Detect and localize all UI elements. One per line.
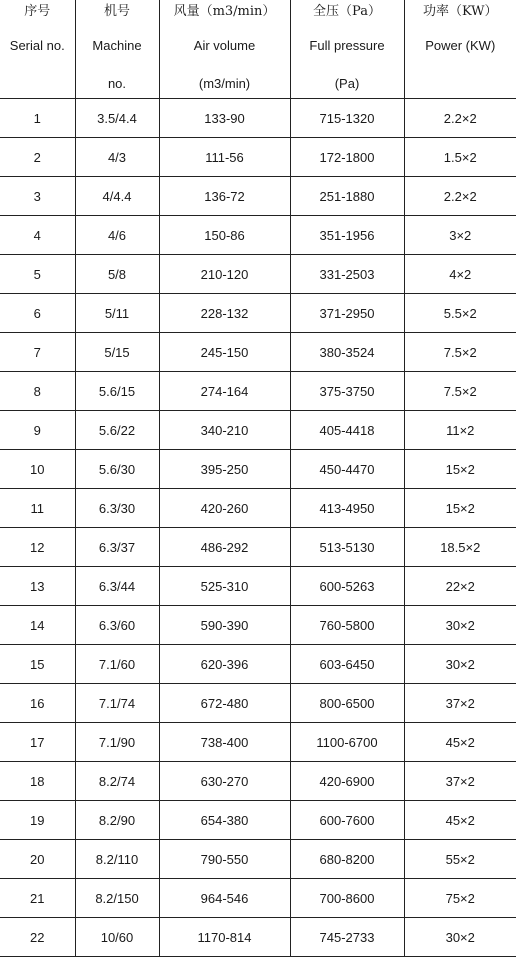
cell-serial-no: 18	[0, 762, 75, 801]
cell-machine-no: 5.6/15	[75, 372, 159, 411]
cell-serial-no: 5	[0, 255, 75, 294]
cell-full-pressure: 371-2950	[290, 294, 404, 333]
cell-power: 45×2	[404, 801, 516, 840]
cell-machine-no: 7.1/74	[75, 684, 159, 723]
cell-power: 30×2	[404, 918, 516, 957]
cell-full-pressure: 420-6900	[290, 762, 404, 801]
table-row	[0, 138, 516, 177]
table-row	[0, 762, 516, 801]
cell-air-volume: 245-150	[159, 333, 290, 372]
table-row	[0, 645, 516, 684]
cell-full-pressure: 405-4418	[290, 411, 404, 450]
cell-air-volume: 136-72	[159, 177, 290, 216]
cell-air-volume: 340-210	[159, 411, 290, 450]
cell-machine-no: 4/3	[75, 138, 159, 177]
cell-serial-no: 12	[0, 528, 75, 567]
cell-air-volume: 964-546	[159, 879, 290, 918]
cell-serial-no: 8	[0, 372, 75, 411]
cell-air-volume: 672-480	[159, 684, 290, 723]
header-air-volume-en1: Air volume	[193, 38, 256, 53]
cell-serial-no: 10	[0, 450, 75, 489]
cell-power: 1.5×2	[404, 138, 516, 177]
cell-serial-no: 11	[0, 489, 75, 528]
table-row	[0, 177, 516, 216]
cell-power: 15×2	[404, 450, 516, 489]
cell-full-pressure: 251-1880	[290, 177, 404, 216]
cell-full-pressure: 172-1800	[290, 138, 404, 177]
cell-machine-no: 7.1/90	[75, 723, 159, 762]
header-machine-no	[75, 0, 159, 99]
cell-machine-no: 5/11	[75, 294, 159, 333]
header-full-pressure-cn: 全压（Pa）	[313, 4, 381, 19]
cell-power: 45×2	[404, 723, 516, 762]
cell-serial-no: 1	[0, 99, 75, 138]
cell-full-pressure: 380-3524	[290, 333, 404, 372]
header-full-pressure-en1: Full pressure	[309, 38, 385, 53]
cell-full-pressure: 603-6450	[290, 645, 404, 684]
cell-serial-no: 14	[0, 606, 75, 645]
cell-full-pressure: 413-4950	[290, 489, 404, 528]
header-power-cn: 功率（KW）	[422, 4, 498, 19]
header-machine-no-en2: no.	[107, 76, 127, 91]
table-row	[0, 684, 516, 723]
cell-air-volume: 228-132	[159, 294, 290, 333]
cell-machine-no: 6.3/60	[75, 606, 159, 645]
cell-power: 55×2	[404, 840, 516, 879]
cell-serial-no: 15	[0, 645, 75, 684]
cell-power: 4×2	[404, 255, 516, 294]
table-row	[0, 99, 516, 138]
cell-air-volume: 1170-814	[159, 918, 290, 957]
header-machine-no-en1: Machine	[92, 38, 142, 53]
cell-full-pressure: 331-2503	[290, 255, 404, 294]
cell-serial-no: 17	[0, 723, 75, 762]
cell-power: 18.5×2	[404, 528, 516, 567]
table-row	[0, 450, 516, 489]
table-row	[0, 879, 516, 918]
cell-serial-no: 19	[0, 801, 75, 840]
cell-machine-no: 5.6/30	[75, 450, 159, 489]
cell-air-volume: 150-86	[159, 216, 290, 255]
cell-air-volume: 738-400	[159, 723, 290, 762]
cell-full-pressure: 715-1320	[290, 99, 404, 138]
table-row	[0, 216, 516, 255]
cell-machine-no: 8.2/110	[75, 840, 159, 879]
header-air-volume-cn: 风量（m3/min）	[173, 4, 276, 19]
cell-serial-no: 6	[0, 294, 75, 333]
cell-full-pressure: 600-7600	[290, 801, 404, 840]
cell-power: 7.5×2	[404, 333, 516, 372]
header-serial-no-cn: 序号	[24, 4, 51, 19]
cell-full-pressure: 600-5263	[290, 567, 404, 606]
cell-machine-no: 6.3/37	[75, 528, 159, 567]
cell-power: 37×2	[404, 762, 516, 801]
table-row	[0, 489, 516, 528]
table-row	[0, 801, 516, 840]
cell-air-volume: 274-164	[159, 372, 290, 411]
table-row	[0, 723, 516, 762]
cell-air-volume: 395-250	[159, 450, 290, 489]
cell-serial-no: 9	[0, 411, 75, 450]
cell-air-volume: 790-550	[159, 840, 290, 879]
table-row	[0, 411, 516, 450]
cell-power: 11×2	[404, 411, 516, 450]
cell-power: 30×2	[404, 645, 516, 684]
cell-machine-no: 8.2/90	[75, 801, 159, 840]
cell-power: 7.5×2	[404, 372, 516, 411]
cell-full-pressure: 760-5800	[290, 606, 404, 645]
cell-serial-no: 2	[0, 138, 75, 177]
table-row	[0, 372, 516, 411]
cell-air-volume: 210-120	[159, 255, 290, 294]
cell-full-pressure: 800-6500	[290, 684, 404, 723]
table-row	[0, 918, 516, 957]
table-row	[0, 294, 516, 333]
header-air-volume	[159, 0, 290, 99]
cell-power: 37×2	[404, 684, 516, 723]
cell-full-pressure: 700-8600	[290, 879, 404, 918]
table-body	[0, 99, 516, 957]
table-header	[0, 0, 516, 99]
cell-machine-no: 7.1/60	[75, 645, 159, 684]
cell-serial-no: 13	[0, 567, 75, 606]
table-row	[0, 567, 516, 606]
cell-full-pressure: 351-1956	[290, 216, 404, 255]
cell-power: 2.2×2	[404, 177, 516, 216]
table-row	[0, 840, 516, 879]
cell-serial-no: 20	[0, 840, 75, 879]
cell-air-volume: 111-56	[159, 138, 290, 177]
cell-full-pressure: 680-8200	[290, 840, 404, 879]
header-serial-no-en1: Serial no.	[9, 38, 65, 53]
header-serial-no	[0, 0, 75, 99]
cell-machine-no: 4/4.4	[75, 177, 159, 216]
header-row	[0, 0, 516, 99]
cell-serial-no: 21	[0, 879, 75, 918]
cell-air-volume: 486-292	[159, 528, 290, 567]
cell-air-volume: 654-380	[159, 801, 290, 840]
cell-machine-no: 8.2/74	[75, 762, 159, 801]
cell-power: 75×2	[404, 879, 516, 918]
cell-power: 3×2	[404, 216, 516, 255]
cell-air-volume: 620-396	[159, 645, 290, 684]
cell-full-pressure: 450-4470	[290, 450, 404, 489]
cell-air-volume: 420-260	[159, 489, 290, 528]
cell-machine-no: 6.3/44	[75, 567, 159, 606]
cell-air-volume: 630-270	[159, 762, 290, 801]
cell-machine-no: 5/15	[75, 333, 159, 372]
cell-power: 2.2×2	[404, 99, 516, 138]
header-power	[404, 0, 516, 99]
cell-machine-no: 5.6/22	[75, 411, 159, 450]
cell-power: 30×2	[404, 606, 516, 645]
cell-full-pressure: 1100-6700	[290, 723, 404, 762]
cell-power: 5.5×2	[404, 294, 516, 333]
cell-serial-no: 7	[0, 333, 75, 372]
header-power-en2	[405, 72, 516, 96]
cell-air-volume: 133-90	[159, 99, 290, 138]
header-machine-no-cn: 机号	[103, 4, 130, 19]
cell-serial-no: 22	[0, 918, 75, 957]
cell-machine-no: 3.5/4.4	[75, 99, 159, 138]
table-row	[0, 333, 516, 372]
header-serial-no-en2	[0, 72, 75, 96]
table-row	[0, 528, 516, 567]
cell-full-pressure: 375-3750	[290, 372, 404, 411]
cell-serial-no: 3	[0, 177, 75, 216]
cell-full-pressure: 745-2733	[290, 918, 404, 957]
cell-air-volume: 525-310	[159, 567, 290, 606]
cell-serial-no: 4	[0, 216, 75, 255]
cell-machine-no: 10/60	[75, 918, 159, 957]
cell-air-volume: 590-390	[159, 606, 290, 645]
cell-machine-no: 4/6	[75, 216, 159, 255]
cell-power: 15×2	[404, 489, 516, 528]
cell-machine-no: 6.3/30	[75, 489, 159, 528]
header-full-pressure	[290, 0, 404, 99]
header-power-en1: Power (KW)	[425, 38, 496, 53]
cell-full-pressure: 513-5130	[290, 528, 404, 567]
header-air-volume-en2: (m3/min)	[198, 76, 251, 91]
cell-power: 22×2	[404, 567, 516, 606]
cell-serial-no: 16	[0, 684, 75, 723]
table-row	[0, 606, 516, 645]
table-row	[0, 255, 516, 294]
header-full-pressure-en2: (Pa)	[334, 76, 360, 91]
cell-machine-no: 8.2/150	[75, 879, 159, 918]
cell-machine-no: 5/8	[75, 255, 159, 294]
